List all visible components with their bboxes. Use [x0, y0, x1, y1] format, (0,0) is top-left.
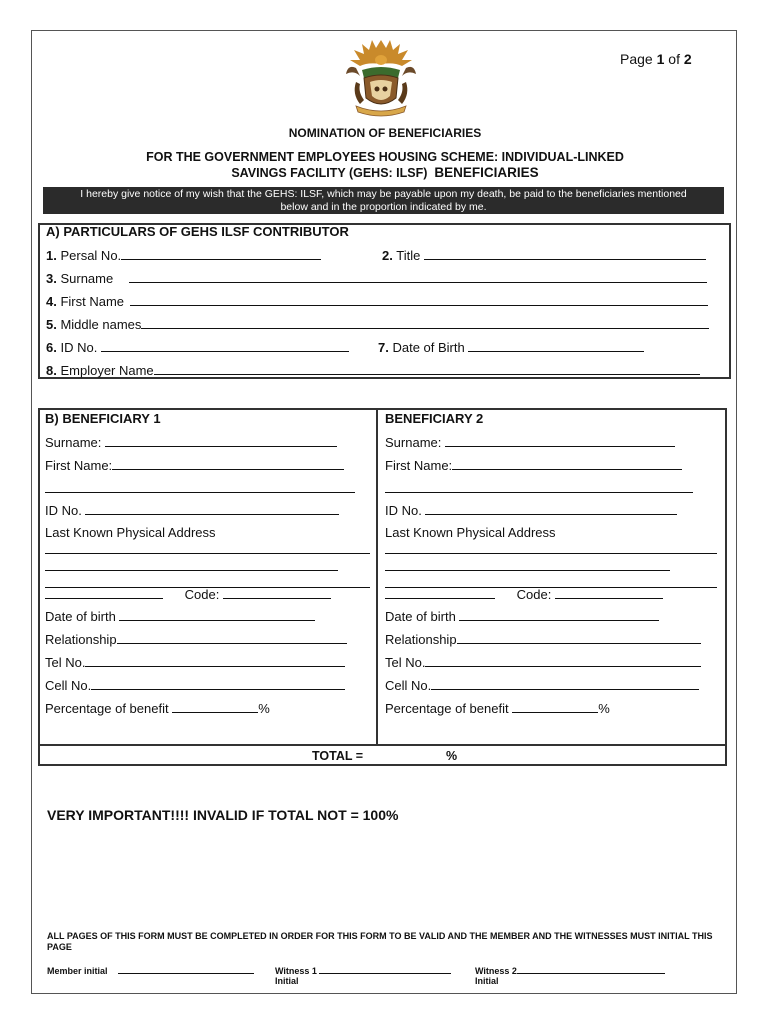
witness-2-field[interactable]: Witness 2 [475, 964, 665, 976]
persal-no-field[interactable]: 1. Persal No. [46, 247, 321, 263]
b2-dob-field[interactable]: Date of birth [385, 608, 659, 624]
b1-id-field[interactable]: ID No. [45, 502, 339, 518]
b1-surname-field[interactable]: Surname: [45, 434, 337, 450]
beneficiary-2-title: BENEFICIARY 2 [385, 411, 484, 426]
b2-code-field[interactable]: Code: [385, 586, 663, 602]
member-initial-field[interactable]: Member initial [47, 964, 254, 976]
surname-field[interactable]: 3. Surname [46, 270, 707, 286]
witness-1-field[interactable]: Witness 1 [275, 964, 451, 976]
b2-percentage-field[interactable]: Percentage of benefit % [385, 701, 610, 716]
first-name-field[interactable]: 4. First Name [46, 293, 708, 309]
form-subtitle-line2: SAVINGS FACILITY (GEHS: ILSF) BENEFICIARIES [231, 165, 539, 180]
coat-of-arms-icon [342, 34, 420, 120]
notice-bar: I hereby give notice of my wish that the GEHS: ILSF, which may be payable upon my death, be paid to the beneficiaries mentioned below and in the proportion indicated by me. [43, 187, 724, 214]
b2-relationship-field[interactable]: Relationship [385, 631, 701, 647]
b2-id-field[interactable]: ID No. [385, 502, 677, 518]
b2-tel-field[interactable]: Tel No. [385, 654, 701, 670]
b1-address-line-2[interactable] [45, 558, 338, 574]
total-label: TOTAL = [312, 749, 364, 763]
b1-code-field[interactable]: Code: [45, 586, 331, 602]
employer-name-field[interactable]: 8. Employer Name [46, 362, 700, 378]
important-warning: VERY IMPORTANT!!!! INVALID IF TOTAL NOT = 100% [47, 807, 399, 823]
b2-extra-line[interactable] [385, 480, 693, 496]
b2-surname-field[interactable]: Surname: [385, 434, 675, 450]
beneficiaries-divider [376, 408, 378, 746]
date-of-birth-field[interactable]: 7. Date of Birth [378, 339, 644, 355]
b1-tel-field[interactable]: Tel No. [45, 654, 345, 670]
b2-cell-field[interactable]: Cell No. [385, 677, 699, 693]
b1-address-label: Last Known Physical Address [45, 525, 216, 540]
title-field[interactable]: 2. Title [382, 247, 706, 263]
form-subtitle-line1: FOR THE GOVERNMENT EMPLOYEES HOUSING SCHEME: INDIVIDUAL-LINKED [146, 150, 624, 164]
total-box [38, 746, 727, 766]
beneficiary-1-title: B) BENEFICIARY 1 [45, 411, 161, 426]
b1-percentage-field[interactable]: Percentage of benefit % [45, 701, 270, 716]
total-percent[interactable]: % [446, 749, 458, 763]
id-no-field[interactable]: 6. ID No. [46, 339, 349, 355]
b1-relationship-field[interactable]: Relationship [45, 631, 347, 647]
middle-names-field[interactable]: 5. Middle names [46, 316, 709, 332]
page-number: Page 1 of 2 [620, 51, 692, 67]
b1-cell-field[interactable]: Cell No. [45, 677, 345, 693]
b1-first-name-field[interactable]: First Name: [45, 457, 344, 473]
b2-first-name-field[interactable]: First Name: [385, 457, 682, 473]
footer-notice: ALL PAGES OF THIS FORM MUST BE COMPLETED IN ORDER FOR THIS FORM TO BE VALID AND THE MEMBER AND THE WITNESSES MUST INITIAL THIS PAGE [47, 931, 713, 952]
b1-address-line-1[interactable] [45, 541, 370, 557]
witness-1-initial-label: Initial [275, 976, 299, 986]
b1-dob-field[interactable]: Date of birth [45, 608, 315, 624]
form-title: NOMINATION OF BENEFICIARIES [288, 126, 482, 140]
b2-address-label: Last Known Physical Address [385, 525, 556, 540]
section-a-title: A) PARTICULARS OF GEHS ILSF CONTRIBUTOR [46, 224, 349, 239]
b1-extra-line[interactable] [45, 480, 355, 496]
b2-address-line-1[interactable] [385, 541, 717, 557]
witness-2-initial-label: Initial [475, 976, 499, 986]
b2-address-line-2[interactable] [385, 558, 670, 574]
